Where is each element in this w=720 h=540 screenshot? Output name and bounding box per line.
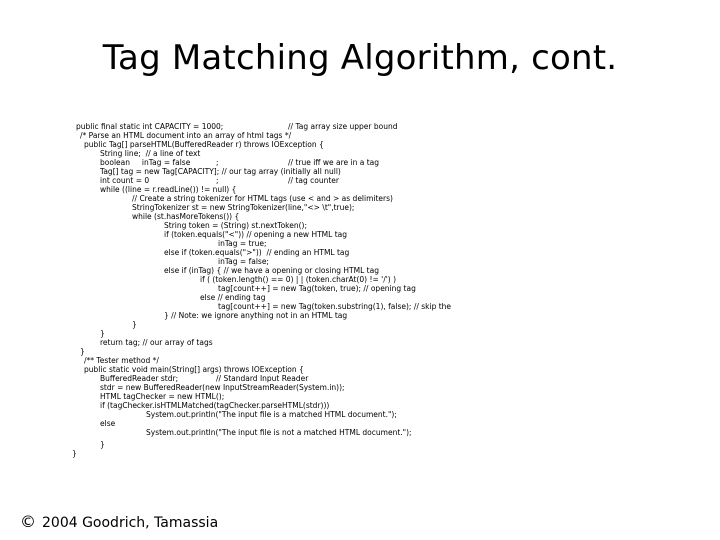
code-line: if (token.equals("<")) // opening a new HTML tag: [164, 230, 348, 239]
code-line: if (tagChecker.isHTMLMatched(tagChecker.parseHTML(stdr))): [100, 401, 330, 410]
code-line: // Tag array size upper bound: [288, 122, 398, 131]
code-line: System.out.println("The input file is not a matched HTML document.");: [146, 428, 412, 437]
code-line: /* Parse an HTML document into an array of html tags */: [80, 131, 292, 140]
footer-copyright: [20, 512, 218, 531]
code-line: else // ending tag: [200, 293, 266, 302]
code-line: // true iff we are in a tag: [288, 158, 379, 167]
code-line: ;: [216, 176, 219, 185]
code-line: inTag = true;: [218, 239, 267, 248]
code-line: else: [100, 419, 116, 428]
code-line: tag[count++] = new Tag(token.substring(1), false); // skip the: [218, 302, 452, 311]
code-line: String token = (String) st.nextToken();: [164, 221, 307, 230]
code-line: public final static int CAPACITY = 1000;: [76, 122, 224, 131]
code-line: Tag[] tag = new Tag[CAPACITY]; // our tag array (initially all null): [100, 167, 341, 176]
code-line: }: [100, 440, 105, 449]
code-line: StringTokenizer st = new StringTokenizer(line,"<> \t",true);: [132, 203, 355, 212]
code-line: BufferedReader stdr;: [100, 374, 179, 383]
code-line: // Standard Input Reader: [216, 374, 309, 383]
code-line: public static void main(String[] args) throws IOException {: [84, 365, 304, 374]
code-line: // tag counter: [288, 176, 339, 185]
code-line: boolean inTag = false: [100, 158, 191, 167]
code-line: HTML tagChecker = new HTML();: [100, 392, 225, 401]
code-line: else if (token.equals(">")) // ending an HTML tag: [164, 248, 350, 257]
code-line: // Create a string tokenizer for HTML tags (use < and > as delimiters): [132, 194, 393, 203]
code-line: tag[count++] = new Tag(token, true); // opening tag: [218, 284, 416, 293]
code-line: else if (inTag) { // we have a opening or closing HTML tag: [164, 266, 379, 275]
code-line: public Tag[] parseHTML(BufferedReader r) throws IOException {: [84, 140, 324, 149]
code-line: return tag; // our array of tags: [100, 338, 213, 347]
code-line: } // Note: we ignore anything not in an HTML tag: [164, 311, 348, 320]
code-line: ;: [216, 158, 219, 167]
code-line: inTag = false;: [218, 257, 269, 266]
code-line: while (st.hasMoreTokens()) {: [132, 212, 240, 221]
footer-text: 2004 Goodrich, Tamassia: [42, 515, 219, 531]
code-line: }: [72, 449, 77, 458]
code-line: String line; // a line of text: [100, 149, 201, 158]
code-line: int count = 0: [100, 176, 150, 185]
slide-title: Tag Matching Algorithm, cont.: [102, 38, 618, 78]
code-line: stdr = new BufferedReader(new InputStreamReader(System.in));: [100, 383, 345, 392]
code-line: }: [100, 329, 105, 338]
code-line: System.out.println("The input file is a matched HTML document.");: [146, 410, 397, 419]
code-line: /** Tester method */: [84, 356, 159, 365]
code-line: while ((line = r.readLine()) != null) {: [100, 185, 237, 194]
code-line: }: [132, 320, 137, 329]
code-block: [0, 120, 720, 490]
copyright-icon: ©: [20, 512, 36, 531]
code-line: }: [80, 347, 85, 356]
code-line: if ( (token.length() == 0) | | (token.charAt(0) != '/') ): [200, 275, 397, 284]
